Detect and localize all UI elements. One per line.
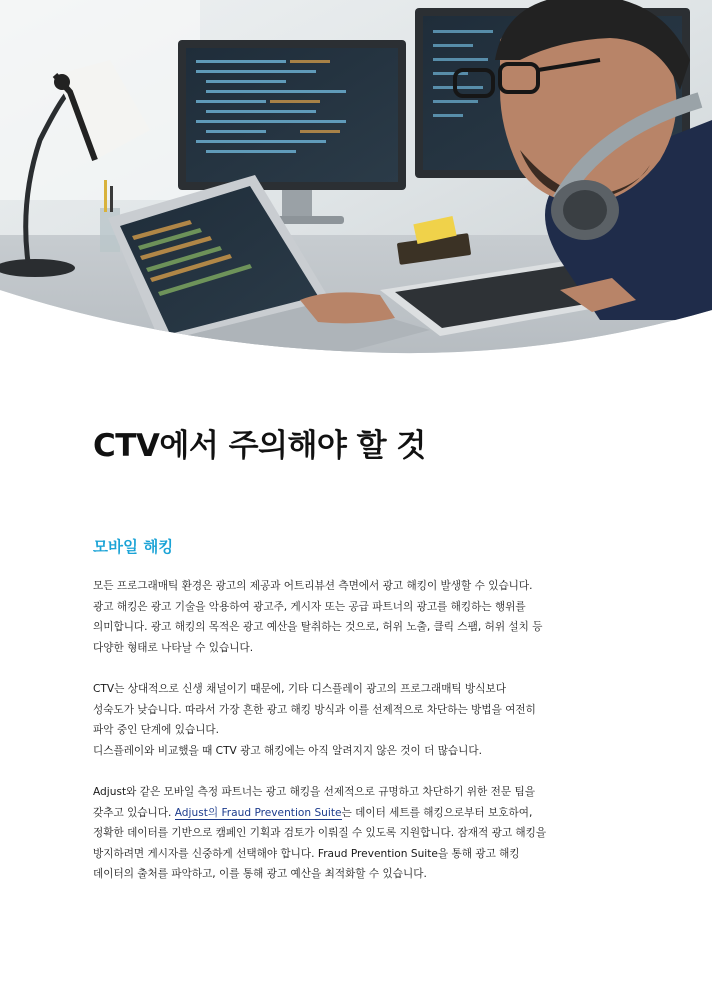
fraud-prevention-suite-link[interactable]: Adjust의 Fraud Prevention Suite: [174, 806, 342, 819]
text-line: [93, 803, 563, 824]
paragraph-adjust-fps: [93, 782, 563, 885]
text-line: CTV는 상대적으로 신생 채널이기 때문에, 기타 디스플레이 광고의 프로그래매틱 방식보다: [93, 682, 506, 695]
text-line: 의미합니다. 광고 해킹의 목적은 광고 예산을 탈취하는 것으로, 허위 노출, 클릭 스팸, 허위 설치 등: [93, 621, 543, 634]
text-line: 다양한 형태로 나타날 수 있습니다.: [93, 641, 254, 654]
text-segment: 는 데이터 세트를 해킹으로부터 보호하여,: [341, 806, 533, 819]
text-line: 방지하려면 게시자를 신중하게 선택해야 합니다. Fraud Prevention Suite을 통해 광고 해킹: [93, 847, 520, 860]
text-line: 모든 프로그래매틱 환경은 광고의 제공과 어트리뷰션 측면에서 광고 해킹이 발생할 수 있습니다.: [93, 580, 533, 592]
text-line: 디스플레이와 비교했을 때 CTV 광고 해킹에는 아직 알려지지 않은 것이 더 많습니다.: [93, 744, 482, 757]
text-line: 성숙도가 낮습니다. 따라서 가장 흔한 광고 해킹 방식과 이를 선제적으로 차단하는 방법을 여전히: [93, 703, 536, 716]
section-subtitle: 모바일 해킹: [93, 538, 174, 556]
body-text: [93, 576, 563, 906]
text-segment: 갖추고 있습니다.: [93, 806, 175, 819]
hero-photo: [0, 0, 712, 360]
hero-illustration: [0, 0, 712, 360]
text-line: 데이터의 출처를 파악하고, 이를 통해 광고 예산을 최적화할 수 있습니다.: [93, 868, 427, 881]
text-line: 광고 해킹은 광고 기술을 악용하여 광고주, 게시자 또는 공급 파트너의 광고를 해킹하는 행위를: [93, 600, 526, 613]
page-title: CTV에서 주의해야 할 것: [93, 428, 426, 464]
text-line: 파악 중인 단계에 있습니다.: [93, 724, 220, 737]
text-line: 정확한 데이터를 기반으로 캠페인 기획과 검토가 이뤄질 수 있도록 지원합니다. 잠재적 광고 해킹을: [93, 827, 547, 840]
text-line: Adjust와 같은 모바일 측정 파트너는 광고 해킹을 선제적으로 규명하고 차단하기 위한 전문 팀을: [93, 785, 535, 798]
paragraph-ad-fraud: [93, 576, 563, 658]
paragraph-ctv-maturity: [93, 679, 563, 761]
